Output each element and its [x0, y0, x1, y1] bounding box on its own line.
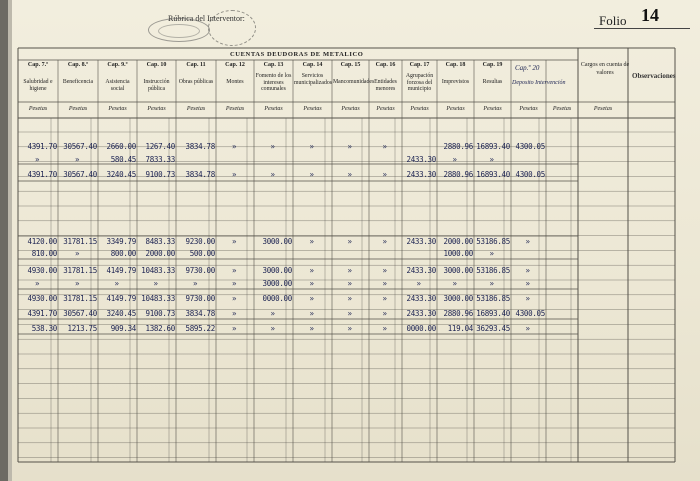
- ledger-cell: 10483.33: [141, 294, 175, 303]
- column-cap-label: Cap. 11: [186, 62, 206, 68]
- ledger-cell: »: [382, 309, 387, 318]
- cap20-handwritten-header: Cap.º 20: [515, 64, 540, 72]
- ledger-cell: 2880.96: [443, 142, 473, 151]
- ledger-cell: »: [309, 279, 314, 288]
- ledger-cell: 3240.45: [106, 309, 136, 318]
- ledger-cell: 4300.05: [515, 309, 545, 318]
- currency-label: Pesetas: [303, 106, 322, 112]
- ledger-cell: »: [232, 170, 237, 179]
- ledger-cell: »: [382, 142, 387, 151]
- ledger-cell: »: [232, 279, 237, 288]
- column-name-label: Imprevistos: [441, 79, 470, 85]
- ledger-cell: »: [347, 279, 352, 288]
- ledger-cell: »: [416, 279, 421, 288]
- table-title: CUENTAS DEUDORAS DE METALICO: [230, 51, 364, 58]
- ledger-cell: 4149.79: [106, 266, 136, 275]
- ledger-cell: »: [489, 279, 494, 288]
- ledger-cell: 4391.70: [27, 170, 57, 179]
- ledger-cell: 2433.30: [406, 237, 436, 246]
- ledger-cell: 1382.60: [145, 324, 175, 333]
- currency-label: Pesetas: [593, 106, 613, 112]
- column-name-label: Fomento de los intereses comunales: [255, 73, 292, 93]
- ledger-cell: 500.00: [189, 249, 215, 258]
- ledger-cell: »: [114, 279, 119, 288]
- currency-label: Pesetas: [147, 106, 166, 112]
- ledger-cell: »: [489, 249, 494, 258]
- ledger-cell: 2433.30: [406, 266, 436, 275]
- ledger-cell: »: [489, 155, 494, 164]
- ledger-cell: »: [193, 279, 198, 288]
- ledger-cell: 2000.00: [145, 249, 175, 258]
- ledger-cell: »: [270, 170, 275, 179]
- ledger-cell: 580.45: [110, 155, 136, 164]
- ledger-cell: »: [525, 324, 530, 333]
- ledger-cell: »: [35, 155, 40, 164]
- ledger-cell: 3000.00: [262, 237, 292, 246]
- ledger-cell: »: [347, 324, 352, 333]
- ledger-cell: 7833.33: [145, 155, 175, 164]
- column-cap-label: Cap. 9.º: [107, 62, 128, 68]
- ledger-cell: »: [525, 237, 530, 246]
- ledger-cell: 3349.79: [106, 237, 136, 246]
- cargos-header: Cargos en cuenta de valores: [580, 62, 630, 76]
- ledger-cell: »: [382, 237, 387, 246]
- ledger-cell: 36293.45: [476, 324, 510, 333]
- column-cap-label: Cap. 19: [482, 62, 503, 68]
- currency-label: Pesetas: [68, 106, 88, 112]
- ledger-cell: 9730.00: [185, 266, 215, 275]
- currency-label: Pesetas: [28, 106, 48, 112]
- currency-label: Pesetas: [410, 106, 429, 112]
- ledger-cell: 3000.00: [443, 266, 473, 275]
- folio-label: Folio: [599, 13, 627, 28]
- ledger-cell: 3000.00: [443, 294, 473, 303]
- ledger-cell: »: [382, 279, 387, 288]
- column-name-label: Montes: [226, 79, 244, 85]
- ledger-cell: 800.00: [110, 249, 136, 258]
- ledger-cell: 3834.78: [185, 142, 215, 151]
- column-name-label: Instrucción pública: [143, 79, 170, 92]
- ledger-cell: »: [382, 294, 387, 303]
- ledger-cell: 30567.40: [63, 309, 97, 318]
- ledger-cell: 4300.05: [515, 142, 545, 151]
- ledger-cell: 909.34: [110, 324, 136, 333]
- ledger-cell: »: [309, 170, 314, 179]
- ledger-cell: 4149.79: [106, 294, 136, 303]
- ledger-cell: 5895.22: [185, 324, 215, 333]
- ledger-cell: »: [75, 249, 80, 258]
- ledger-cell: »: [232, 142, 237, 151]
- ledger-cell: 0000.00: [262, 294, 292, 303]
- ledger-cell: 0000.00: [406, 324, 436, 333]
- ledger-cell: »: [270, 309, 275, 318]
- column-name-label: Mancomunidades: [333, 79, 375, 85]
- column-name-label: Obras públicas: [178, 79, 214, 85]
- ledger-cell: 9230.00: [185, 237, 215, 246]
- ledger-cell: 31781.15: [63, 266, 97, 275]
- currency-label: Pesetas: [376, 106, 395, 112]
- ledger-cell: »: [347, 309, 352, 318]
- ledger-cell: »: [232, 237, 237, 246]
- ledger-cell: 30567.40: [63, 142, 97, 151]
- ledger-cell: 1267.40: [145, 142, 175, 151]
- ledger-cell: »: [75, 279, 80, 288]
- ledger-cell: 53186.85: [476, 266, 510, 275]
- ledger-cell: 2880.96: [443, 170, 473, 179]
- ledger-cell: »: [525, 294, 530, 303]
- column-cap-label: Cap. 14: [302, 62, 323, 68]
- ledger-cell: 2433.30: [406, 155, 436, 164]
- ledger-cell: »: [75, 155, 80, 164]
- rubrica-label: Rúbrica del Interventor:: [168, 14, 245, 23]
- currency-label: Pesetas: [519, 106, 538, 112]
- ledger-cell: »: [270, 142, 275, 151]
- ledger-cell: 4300.05: [515, 170, 545, 179]
- ledger-cell: 3834.78: [185, 170, 215, 179]
- ledger-cell: 2660.00: [106, 142, 136, 151]
- ledger-cell: 30567.40: [63, 170, 97, 179]
- ledger-cell: »: [347, 294, 352, 303]
- currency-label: Pesetas: [446, 106, 465, 112]
- ledger-cell: »: [35, 279, 40, 288]
- ledger-cell: »: [309, 294, 314, 303]
- currency-label: Pesetas: [552, 106, 572, 112]
- ledger-cell: 1000.00: [443, 249, 473, 258]
- currency-label: Pesetas: [225, 106, 245, 112]
- column-cap-label: Cap. 12: [225, 62, 245, 68]
- ledger-cell: »: [525, 266, 530, 275]
- ledger-cell: 3000.00: [262, 266, 292, 275]
- ledger-cell: 9730.00: [185, 294, 215, 303]
- cap20-subheader: Deposito Intervención: [512, 80, 566, 86]
- ledger-cell: »: [153, 279, 158, 288]
- ledger-cell: 4391.70: [27, 142, 57, 151]
- ledger-cell: »: [452, 279, 457, 288]
- ledger-cell: »: [309, 142, 314, 151]
- ledger-cell: 4930.00: [27, 294, 57, 303]
- currency-label: Pesetas: [483, 106, 502, 112]
- column-cap-label: Cap. 16: [375, 62, 396, 68]
- ledger-cell: 53186.85: [476, 237, 510, 246]
- ledger-cell: 31781.15: [63, 237, 97, 246]
- ledger-cell: »: [309, 266, 314, 275]
- currency-label: Pesetas: [264, 106, 283, 112]
- ledger-cell: »: [309, 309, 314, 318]
- ledger-cell: 9100.73: [145, 170, 175, 179]
- ledger-cell: 3240.45: [106, 170, 136, 179]
- ledger-cell: 2433.30: [406, 309, 436, 318]
- column-cap-label: Cap. 13: [263, 62, 284, 68]
- column-name-label: Salubridad e higiene: [23, 79, 53, 92]
- column-name-label: Entidades menores: [374, 79, 397, 92]
- ledger-cell: 4391.70: [27, 309, 57, 318]
- ledger-cell: »: [309, 324, 314, 333]
- ledger-cell: 119.04: [447, 324, 473, 333]
- ledger-cell: »: [525, 279, 530, 288]
- ledger-cell: »: [232, 324, 237, 333]
- currency-label: Pesetas: [108, 106, 127, 112]
- ledger-cell: »: [382, 324, 387, 333]
- ledger-cell: »: [382, 266, 387, 275]
- ledger-cell: 3834.78: [185, 309, 215, 318]
- column-cap-label: Cap. 18: [445, 62, 466, 68]
- ledger-cell: »: [347, 142, 352, 151]
- ledger-cell: 16893.40: [476, 170, 510, 179]
- ledger-cell: »: [232, 294, 237, 303]
- ledger-cell: 810.00: [31, 249, 57, 258]
- ledger-cell: »: [309, 237, 314, 246]
- column-cap-label: Cap. 8.º: [67, 62, 89, 68]
- ledger-cell: »: [270, 324, 275, 333]
- folio-number: 14: [641, 5, 659, 25]
- currency-label: Pesetas: [341, 106, 360, 112]
- ledger-cell: 16893.40: [476, 309, 510, 318]
- ledger-cell: »: [382, 170, 387, 179]
- ledger-cell: 10483.33: [141, 266, 175, 275]
- currency-label: Pesetas: [186, 106, 206, 112]
- ledger-cell: »: [452, 155, 457, 164]
- column-cap-label: Cap. 7.º: [27, 62, 49, 68]
- ledger-cell: »: [232, 309, 237, 318]
- ledger-cell: 4930.00: [27, 266, 57, 275]
- column-cap-label: Cap. 10: [146, 62, 167, 68]
- column-name-label: Agrupación forzosa del municipio: [405, 73, 434, 93]
- ledger-cell: »: [232, 266, 237, 275]
- column-name-label: Beneficencia: [62, 79, 94, 85]
- column-cap-label: Cap. 15: [340, 62, 361, 68]
- ledger-cell: 1213.75: [67, 324, 97, 333]
- ledger-cell: 3000.00: [262, 279, 292, 288]
- ledger-cell: »: [347, 170, 352, 179]
- observaciones-header: Observaciones: [632, 72, 676, 80]
- ledger-cell: 9100.73: [145, 309, 175, 318]
- column-name-label: Servicios municipalizados: [294, 73, 332, 86]
- ledger-cell: 2880.96: [443, 309, 473, 318]
- column-name-label: Asistencia social: [105, 79, 130, 92]
- column-name-label: Resultas: [482, 79, 503, 85]
- ledger-cell: 8483.33: [145, 237, 175, 246]
- ledger-cell: 16893.40: [476, 142, 510, 151]
- ledger-cell: »: [347, 237, 352, 246]
- ledger-cell: 53186.85: [476, 294, 510, 303]
- ledger-cell: 31781.15: [63, 294, 97, 303]
- ledger-cell: 538.30: [31, 324, 57, 333]
- ledger-cell: 4120.00: [27, 237, 57, 246]
- column-cap-label: Cap. 17: [409, 62, 430, 68]
- ledger-cell: 2433.30: [406, 294, 436, 303]
- ledger-cell: »: [347, 266, 352, 275]
- ledger-cell: 2433.30: [406, 170, 436, 179]
- ledger-cell: 2000.00: [443, 237, 473, 246]
